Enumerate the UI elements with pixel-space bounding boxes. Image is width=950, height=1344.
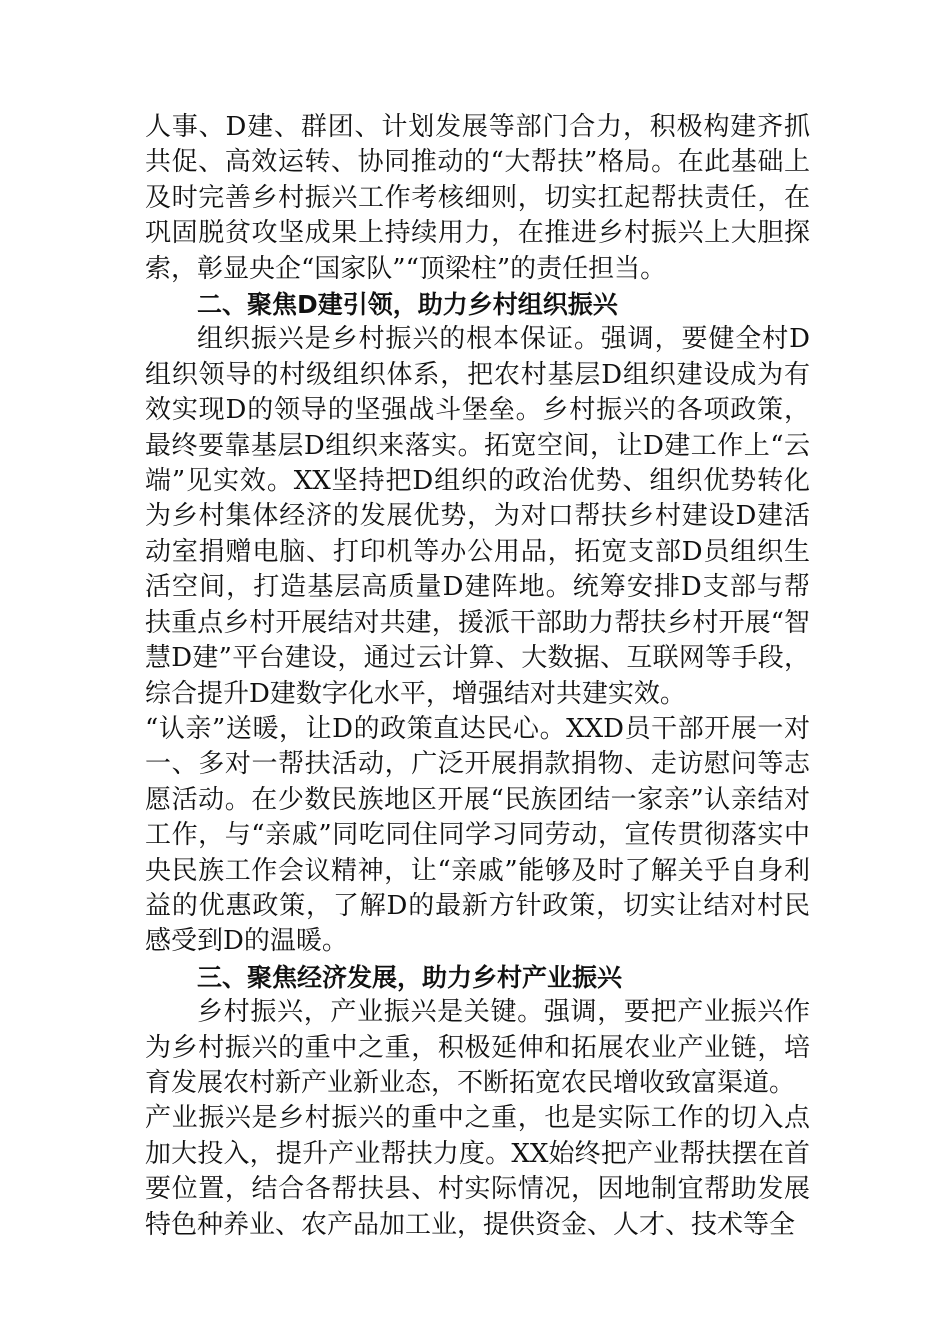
section-heading-organization: 二、聚焦D建引领，助力乡村组织振兴 [197, 290, 618, 320]
paragraph-industry-investment: 产业振兴是乡村振兴的重中之重，也是实际工作的切入点加大投入，提升产业帮扶力度。XX始终把产业帮扶摆在首要位置，结合各帮扶县、村实际情况，因地制宜帮助发展特色种养业、农产品加工业，提供资金、人才、技术等全 [145, 1103, 810, 1240]
paragraph-intro-continuation: 人事、D建、群团、计划发展等部门合力，积极构建齐抓共促、高效运转、协同推动的“大帮扶”格局。在此基础上及时完善乡村振兴工作考核细则，切实扛起帮扶责任，在巩固脱贫攻坚成果上持续用力，在推进乡村振兴上大胆探索，彰显央企“国家队”“顶梁柱”的责任担当。 [145, 112, 810, 284]
paragraph-organization-revitalization: 组织振兴是乡村振兴的根本保证。强调，要健全村D组织领导的村级组织体系，把农村基层D组织建设成为有效实现D的领导的坚强战斗堡垒。乡村振兴的各项政策，最终要靠基层D组织来落实。拓宽空间，让D建工作上“云端”见实效。XX坚持把D组织的政治优势、组织优势转化为乡村集体经济的发展优势，为对口帮扶乡村建设D建活动室捐赠电脑、打印机等办公用品，拓宽支部D员组织生活空间，打造基层高质量D建阵地。统筹安排D支部与帮扶重点乡村开展结对共建，援派干部助力帮扶乡村开展“智慧D建”平台建设，通过云计算、大数据、互联网等手段，综合提升D建数字化水平，增强结对共建实效。 [145, 324, 810, 709]
section-heading-industry: 三、聚焦经济发展，助力乡村产业振兴 [197, 962, 623, 992]
paragraph-recognize-relatives: “认亲”送暖，让D的政策直达民心。XXD员干部开展一对一、多对一帮扶活动，广泛开展捐款捐物、走访慰问等志愿活动。在少数民族地区开展“民族团结一家亲”认亲结对工作，与“亲戚”同吃同住同学习同劳动，宣传贯彻落实中央民族工作会议精神，让“亲戚”能够及时了解关乎自身利益的优惠政策，了解D的最新方针政策，切实让结对村民感受到D的温暖。 [145, 713, 810, 957]
paragraph-industry-revitalization: 乡村振兴，产业振兴是关键。强调，要把产业振兴作为乡村振兴的重中之重，积极延伸和拓展农业产业链，培育发展农村新产业新业态，不断拓宽农民增收致富渠道。 [145, 997, 810, 1098]
document-body [145, 110, 810, 1243]
